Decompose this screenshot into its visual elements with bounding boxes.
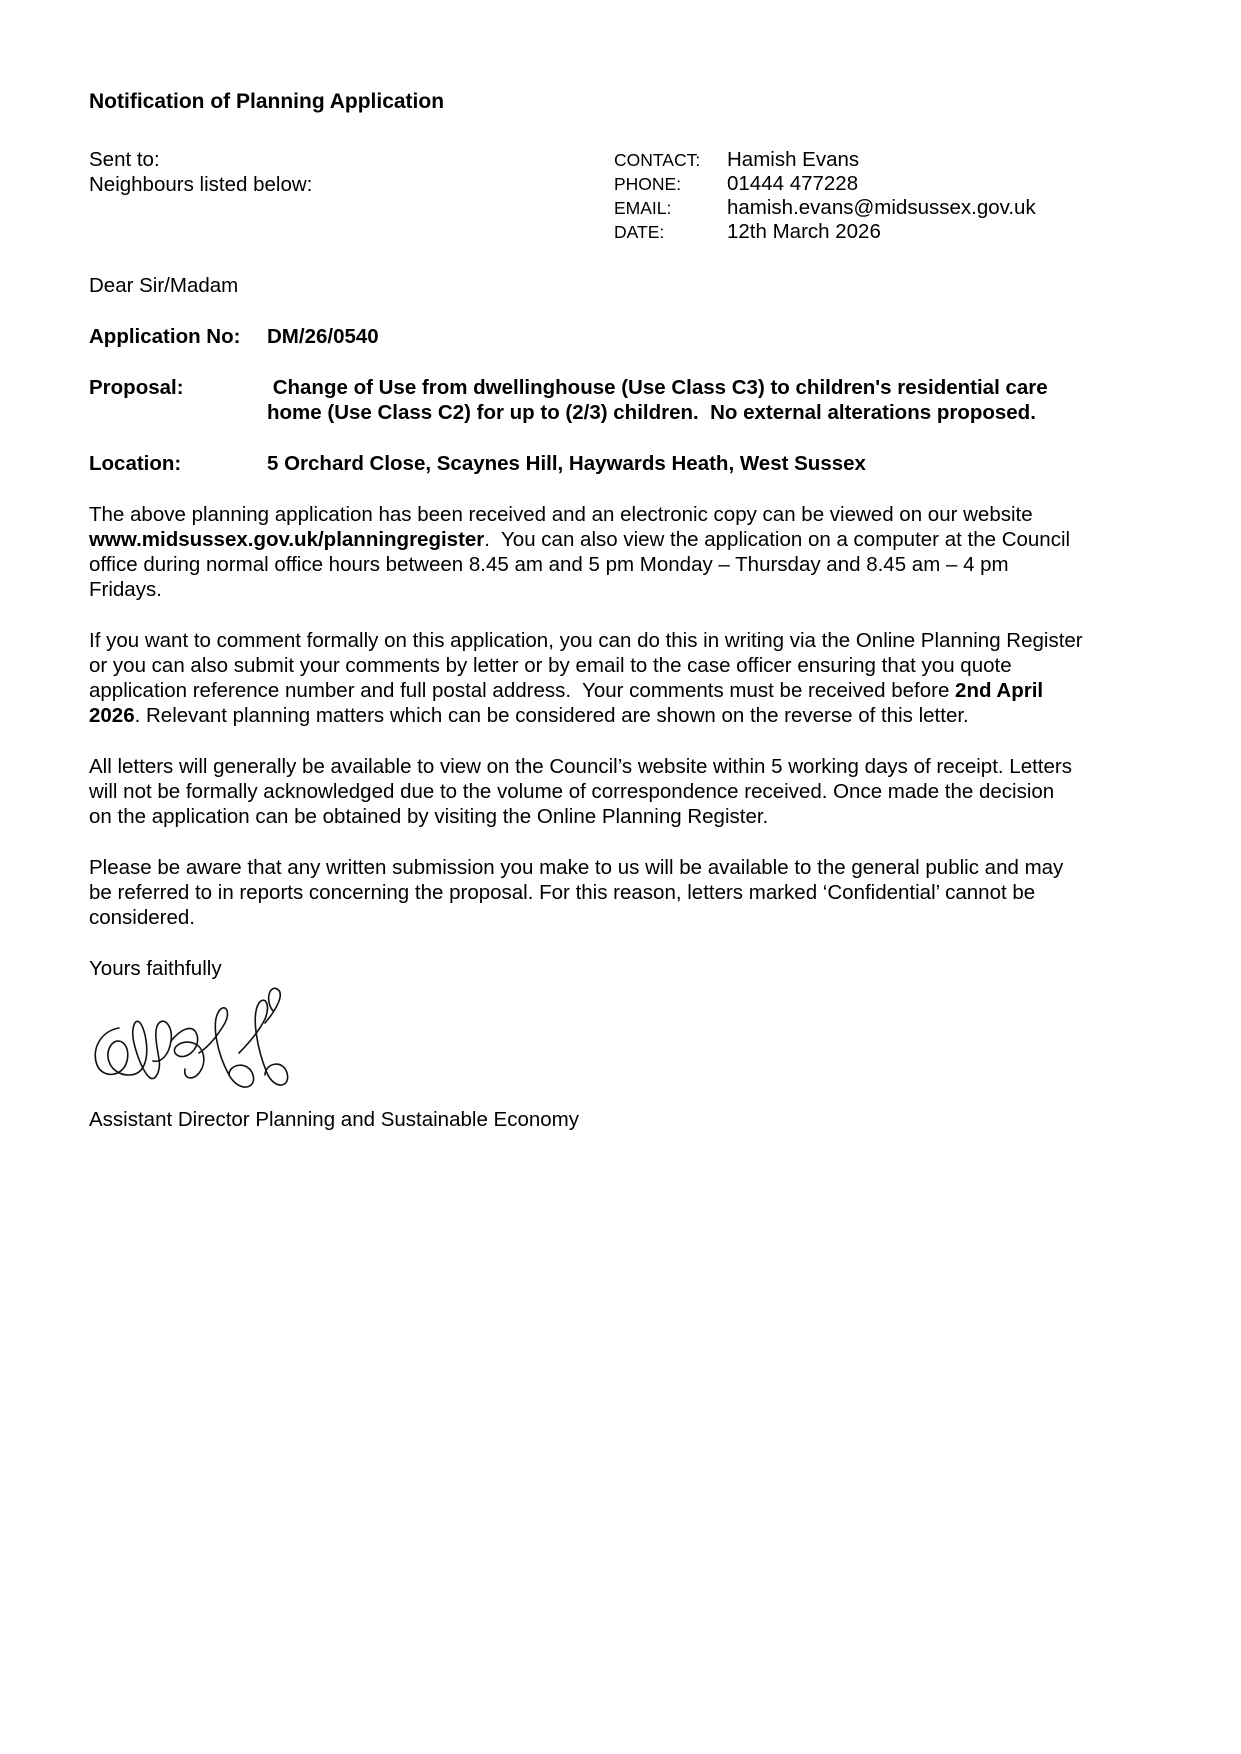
sent-to-label: Sent to: — [89, 148, 160, 171]
paragraph-line: be referred to in reports concerning the proposal. For this reason, letters marked ‘Confidential’ cannot be — [89, 881, 1036, 904]
proposal-line-2: home (Use Class C2) for up to (2/3) children. No external alterations proposed. — [267, 401, 1036, 424]
paragraph-comments — [89, 628, 1169, 728]
contact-block — [614, 147, 1174, 243]
paragraph-line: will not be formally acknowledged due to the volume of correspondence received. Once made the decision — [89, 780, 1055, 803]
paragraph-line: Please be aware that any written submission you make to us will be available to the general public and may — [89, 856, 1064, 879]
email-value: hamish.evans@midsussex.gov.uk — [727, 196, 1036, 219]
paragraph-line: office during normal office hours between 8.45 am and 5 pm Monday – Thursday and 8.45 am – 4 pm — [89, 553, 1009, 576]
paragraph-line: If you want to comment formally on this application, you can do this in writing via the Online Planning Register — [89, 629, 1083, 652]
application-no-label: Application No: — [89, 325, 241, 348]
location-label: Location: — [89, 452, 182, 475]
signature-icon — [89, 983, 299, 1098]
contact-label: CONTACT: — [614, 150, 701, 170]
paragraph-line: or you can also submit your comments by letter or by email to the case officer ensuring that you quote — [89, 654, 1012, 677]
application-no-value: DM/26/0540 — [267, 325, 379, 348]
signatory-title: Assistant Director Planning and Sustainable Economy — [89, 1108, 579, 1131]
paragraph-line: Fridays. — [89, 578, 162, 601]
date-row — [614, 219, 1174, 243]
paragraph-availability — [89, 754, 1169, 829]
paragraph-line — [89, 703, 1169, 728]
paragraph-line: on the application can be obtained by visiting the Online Planning Register. — [89, 805, 769, 828]
recipients: Neighbours listed below: — [89, 173, 313, 196]
phone-value: 01444 477228 — [727, 172, 859, 195]
location-value: 5 Orchard Close, Scaynes Hill, Haywards Heath, West Sussex — [267, 452, 866, 475]
closing: Yours faithfully — [89, 957, 222, 980]
proposal-value — [267, 375, 1147, 425]
email-row — [614, 195, 1174, 219]
paragraph-privacy — [89, 855, 1169, 930]
paragraph-line — [89, 527, 1169, 552]
website-link[interactable]: www.midsussex.gov.uk/planningregister — [89, 528, 485, 551]
deadline-year: 2026 — [89, 704, 135, 727]
proposal-line-1: Change of Use from dwellinghouse (Use Class C3) to children's residential care — [267, 376, 1048, 399]
paragraph-viewing — [89, 502, 1169, 602]
paragraph-line — [89, 678, 1169, 703]
paragraph-text: . You can also view the application on a computer at the Council — [484, 528, 1071, 551]
contact-row — [614, 147, 1174, 171]
contact-name: Hamish Evans — [727, 148, 860, 171]
paragraph-line: All letters will generally be available to view on the Council’s website within 5 working days of receipt. Letters — [89, 755, 1072, 778]
email-label: EMAIL: — [614, 198, 672, 218]
letter-title: Notification of Planning Application — [89, 90, 445, 113]
phone-row — [614, 171, 1174, 195]
paragraph-text: . Relevant planning matters which can be considered are shown on the reverse of this letter. — [134, 704, 969, 727]
salutation: Dear Sir/Madam — [89, 274, 239, 297]
paragraph-text: application reference number and full postal address. Your comments must be received before — [89, 679, 956, 702]
date-label: DATE: — [614, 222, 665, 242]
paragraph-line: considered. — [89, 906, 195, 929]
paragraph-line: The above planning application has been received and an electronic copy can be viewed on our website — [89, 503, 1033, 526]
proposal-label: Proposal: — [89, 376, 184, 399]
date-value: 12th March 2026 — [727, 220, 881, 243]
deadline-date: 2nd April — [955, 679, 1044, 702]
phone-label: PHONE: — [614, 174, 682, 194]
